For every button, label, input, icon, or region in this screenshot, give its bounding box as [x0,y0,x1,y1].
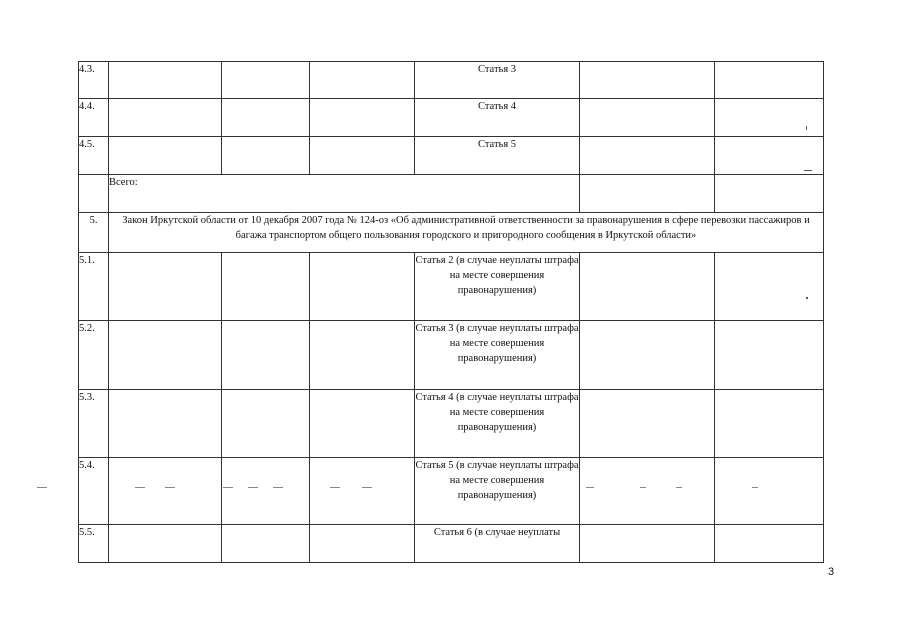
empty-cell [109,253,222,321]
empty-cell [715,390,824,458]
empty-cell [222,253,310,321]
scan-dash [165,487,175,488]
table-row [79,390,824,458]
scan-dash [362,487,372,488]
article-cell: Статья 2 (в случае неуплаты штрафа на месте совершения правонарушения) [415,253,580,321]
scan-speck [806,297,808,299]
empty-cell [580,253,715,321]
empty-cell [580,525,715,563]
empty-cell [109,390,222,458]
empty-cell [580,390,715,458]
scan-dash [640,487,646,488]
empty-cell [310,321,415,390]
table-row [79,525,824,563]
empty-cell [715,175,824,213]
empty-cell [222,137,310,175]
empty-cell [310,62,415,99]
table-row [79,62,824,99]
article-cell: Статья 5 (в случае неуплаты штрафа на месте совершения правонарушения) [415,458,580,525]
empty-cell [715,62,824,99]
empty-cell [222,99,310,137]
scan-dash [752,487,758,488]
total-row [79,175,824,213]
table-row [79,137,824,175]
scan-dash [223,487,233,488]
empty-cell [222,458,310,525]
empty-cell [109,458,222,525]
scan-dash [135,487,145,488]
empty-cell [715,99,824,137]
page-number: 3 [828,566,835,578]
row-number: 5.1. [79,253,109,321]
row-number: 4.4. [79,99,109,137]
empty-cell [715,253,824,321]
row-number: 4.3. [79,62,109,99]
scan-dash [330,487,340,488]
empty-cell [109,62,222,99]
row-number: 5.4. [79,458,109,525]
empty-cell [715,137,824,175]
empty-cell [109,137,222,175]
empty-cell [580,137,715,175]
total-label: Всего: [109,175,580,213]
scan-dash [676,487,682,488]
scan-dash [248,487,258,488]
section-row [79,213,824,253]
empty-cell [109,321,222,390]
empty-cell [222,390,310,458]
scan-dash [37,487,47,488]
report-table [78,61,824,563]
article-cell: Статья 5 [415,137,580,175]
table-row [79,99,824,137]
empty-cell [222,62,310,99]
empty-cell [79,175,109,213]
empty-cell [310,137,415,175]
table-row [79,458,824,525]
row-number: 5.3. [79,390,109,458]
empty-cell [715,321,824,390]
table-row [79,253,824,321]
empty-cell [109,525,222,563]
section-title: Закон Иркутской области от 10 декабря 2007 года № 124-оз «Об административной ответственности за правонарушения в сфере перевозки пассажиров и багажа транспортом общего пользования городского и пригородного сообщения в Иркутской области» [109,213,824,253]
empty-cell [310,99,415,137]
scan-speck [806,126,807,130]
empty-cell [109,99,222,137]
article-cell: Статья 3 [415,62,580,99]
section-number: 5. [79,213,109,253]
article-cell: Статья 6 (в случае неуплаты [415,525,580,563]
empty-cell [580,458,715,525]
article-cell: Статья 3 (в случае неуплаты штрафа на месте совершения правонарушения) [415,321,580,390]
empty-cell [580,175,715,213]
empty-cell [715,458,824,525]
empty-cell [715,525,824,563]
scan-dash [273,487,283,488]
row-number: 5.2. [79,321,109,390]
empty-cell [222,321,310,390]
table-row [79,321,824,390]
empty-cell [310,458,415,525]
row-number: 4.5. [79,137,109,175]
scan-speck [804,170,812,171]
article-cell: Статья 4 (в случае неуплаты штрафа на месте совершения правонарушения) [415,390,580,458]
empty-cell [580,62,715,99]
empty-cell [310,525,415,563]
empty-cell [580,321,715,390]
empty-cell [310,253,415,321]
scan-dash [586,487,594,488]
empty-cell [222,525,310,563]
row-number: 5.5. [79,525,109,563]
empty-cell [310,390,415,458]
empty-cell [580,99,715,137]
article-cell: Статья 4 [415,99,580,137]
